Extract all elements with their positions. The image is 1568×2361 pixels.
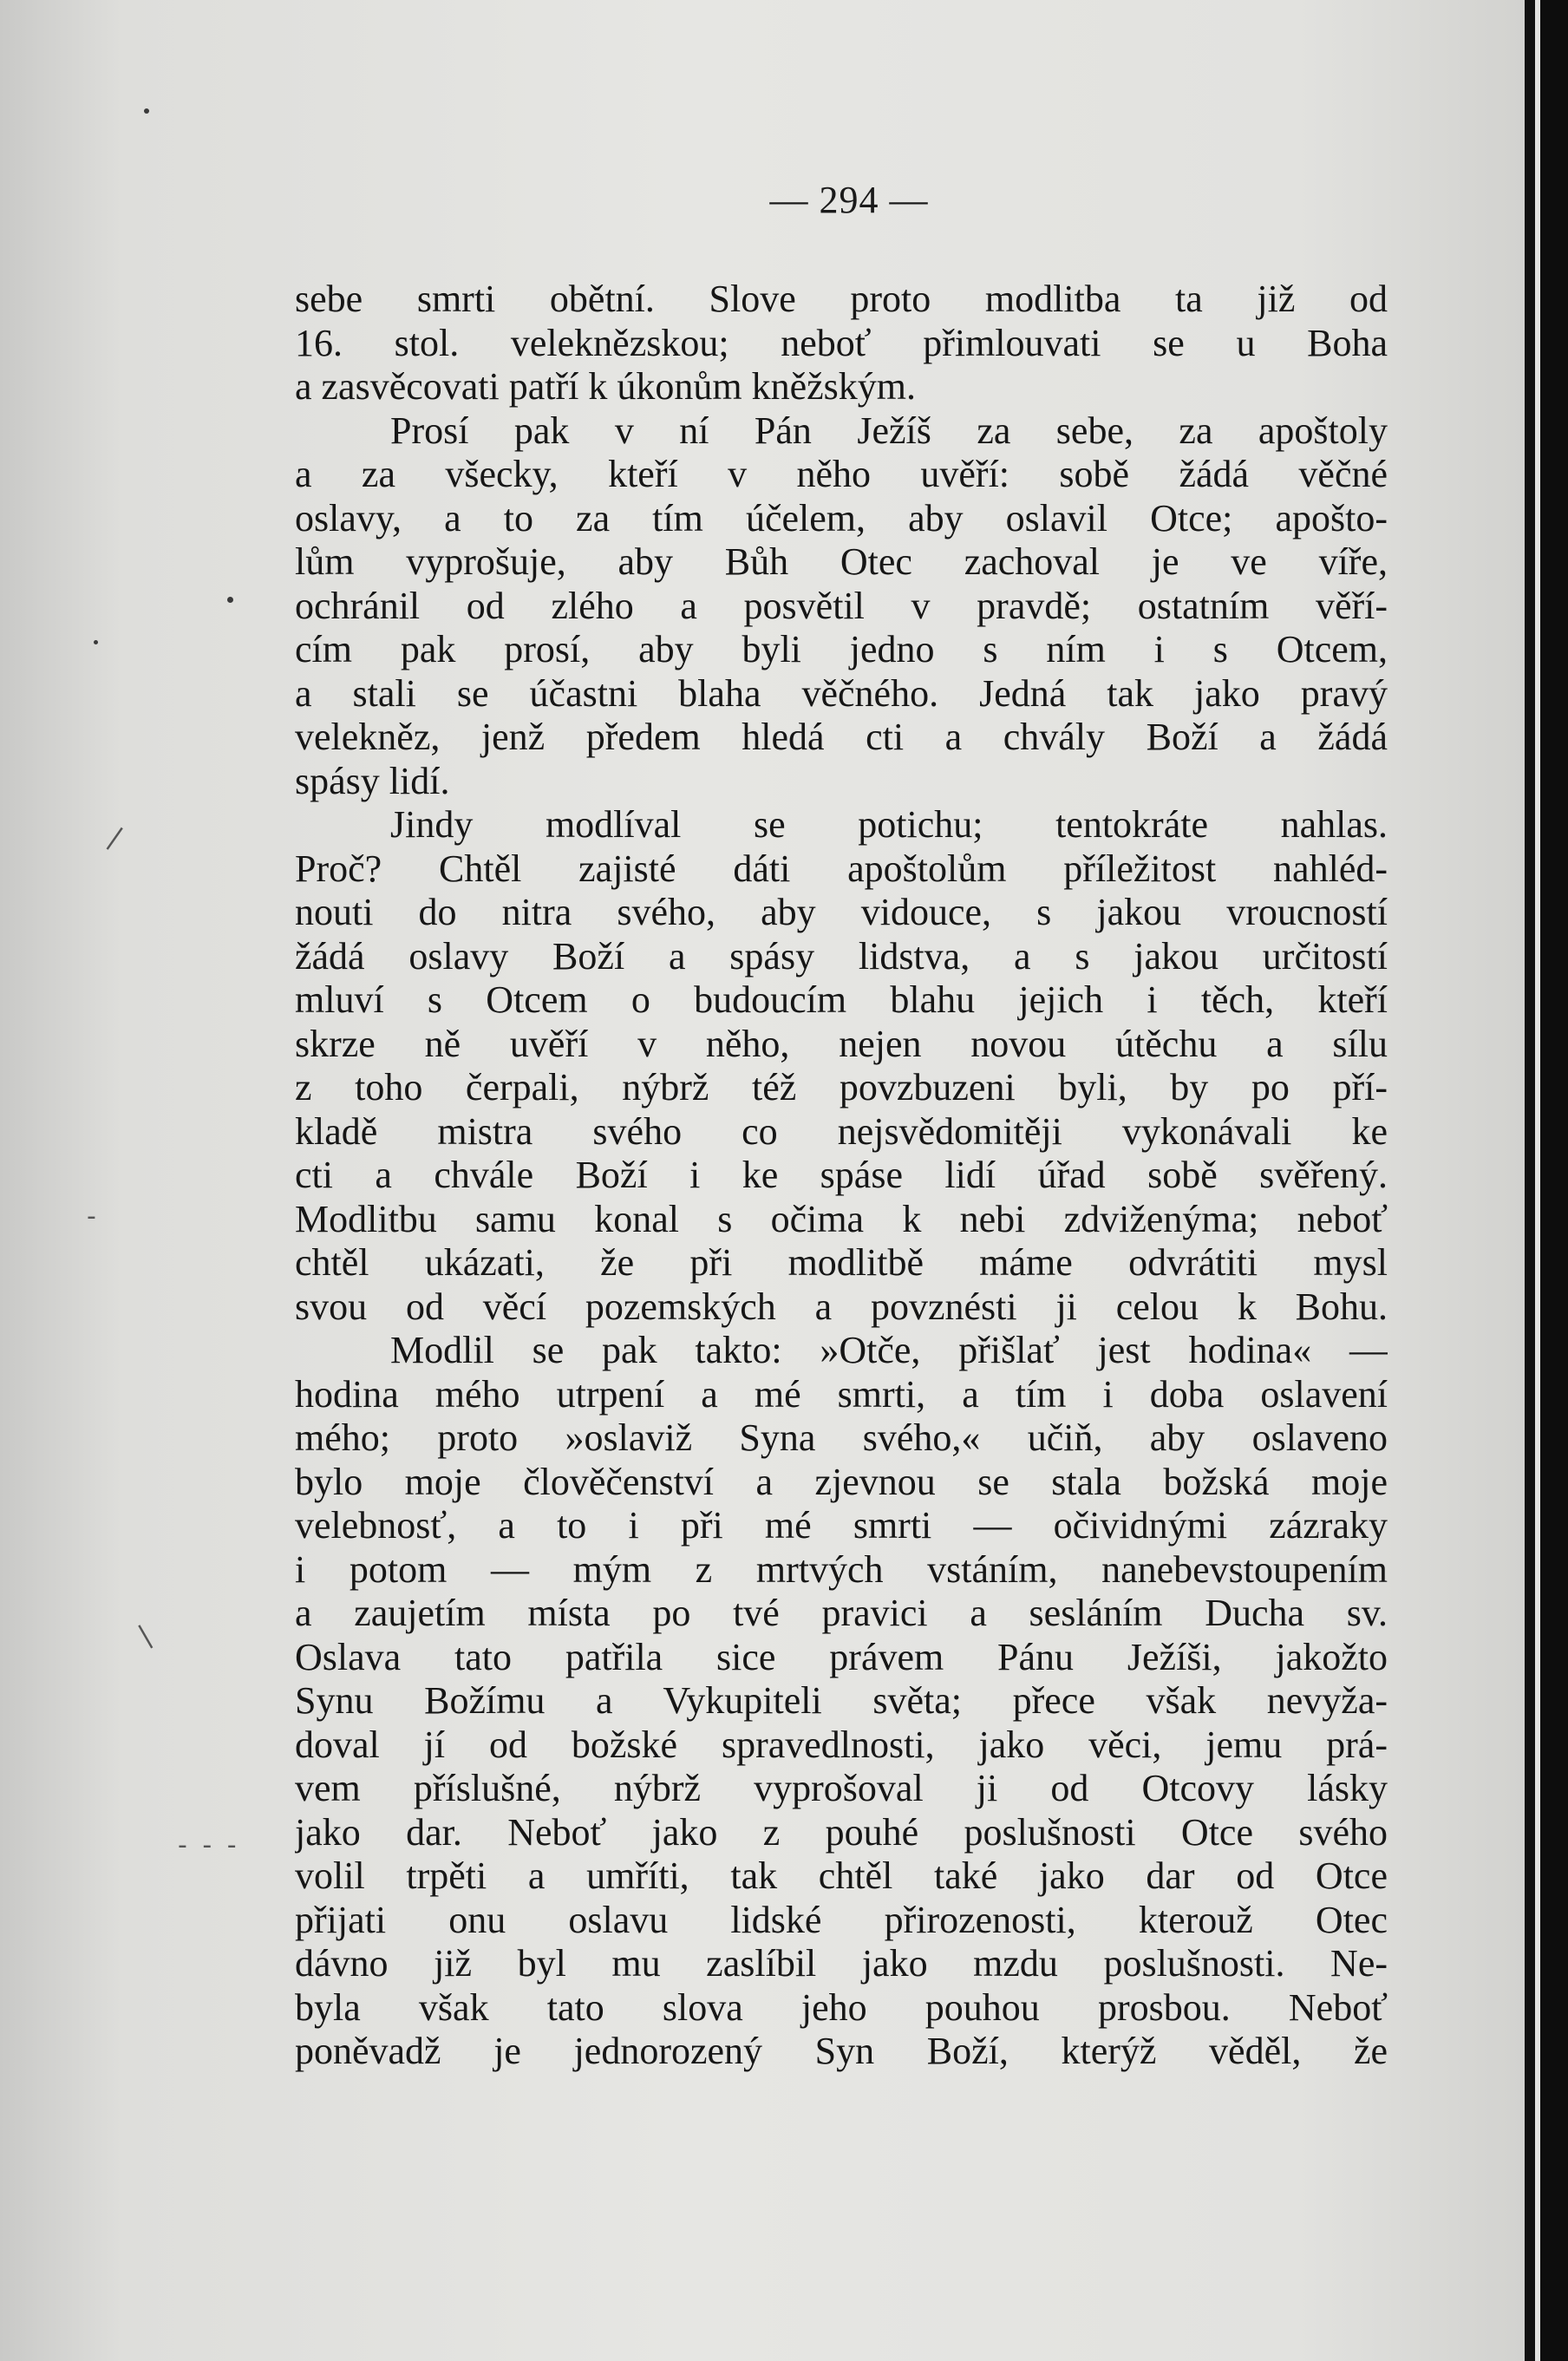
text-line: mého; proto »oslaviž Syna svého,« učiň, aby oslaveno xyxy=(295,1416,1388,1459)
text-line: Jindy modlíval se potichu; tentokráte nahlas. xyxy=(390,803,1388,846)
text-line: hodina mého utrpení a mé smrti, a tím i doba oslavení xyxy=(295,1372,1388,1416)
text-line: Oslava tato patřila sice právem Pánu Ježíši, jakožto xyxy=(295,1635,1388,1678)
text-line: kladě mistra svého co nejsvědomitěji vykonávali ke xyxy=(295,1109,1388,1153)
scan-speck xyxy=(144,108,149,114)
scan-tick-mark: | xyxy=(102,822,128,853)
text-line: poněvadž je jednorozený Syn Boží, kterýž věděl, že xyxy=(295,2030,1388,2072)
text-line: Proč? Chtěl zajisté dáti apoštolům příležitost nahléd- xyxy=(295,847,1388,890)
text-line: velebnosť, a to i při mé smrti — očividnými zázraky xyxy=(295,1504,1388,1547)
text-line: Prosí pak v ní Pán Ježíš za sebe, za apoštoly xyxy=(390,409,1388,452)
text-line: a zasvěcovati patří k úkonům kněžským. xyxy=(295,365,917,408)
text-line: doval jí od božské spravedlnosti, jako věci, jemu prá- xyxy=(295,1723,1388,1766)
text-line: Synu Božímu a Vykupiteli světa; přece však nevyža- xyxy=(295,1679,1388,1722)
text-line: sebe smrti obětní. Slove proto modlitba ta již od xyxy=(295,278,1388,320)
text-line: jako dar. Neboť jako z pouhé poslušnosti Otce svého xyxy=(295,1810,1388,1854)
scan-border xyxy=(1540,0,1568,2361)
scan-speck xyxy=(227,597,233,603)
text-line: oslavy, a to za tím účelem, aby oslavil Otce; apošto- xyxy=(295,496,1388,540)
body-text xyxy=(295,278,1388,2074)
text-line: Modlil se pak takto: »Otče, přišlať jest hodina« — xyxy=(390,1329,1388,1371)
text-line: nouti do nitra svého, aby vidouce, s jakou vroucností xyxy=(295,891,1388,933)
text-line: byla však tato slova jeho pouhou prosbou. Neboť xyxy=(295,1985,1388,2029)
scan-dash-mark: - - - xyxy=(178,1830,240,1861)
text-line: přijati onu oslavu lidské přirozenosti, kterouž Otec xyxy=(295,1898,1388,1941)
text-line: z toho čerpali, nýbrž též povzbuzeni byli, by po pří- xyxy=(295,1066,1388,1109)
text-line: a zaujetím místa po tvé pravici a sesláním Ducha sv. xyxy=(295,1592,1388,1634)
text-line: spásy lidí. xyxy=(295,759,450,802)
text-line: cti a chvále Boží i ke spáse lidí úřad sobě svěřený. xyxy=(295,1154,1388,1196)
text-line: ochránil od zlého a posvětil v pravdě; ostatním věří- xyxy=(295,584,1388,627)
text-line: i potom — mým z mrtvých vstáním, nanebevstoupením xyxy=(295,1547,1388,1591)
text-line: a za všecky, kteří v něho uvěří: sobě žádá věčné xyxy=(295,453,1388,495)
scan-tick-mark: | xyxy=(133,1619,157,1651)
text-line: skrze ně uvěří v něho, nejen novou útěchu a sílu xyxy=(295,1022,1388,1065)
text-line: žádá oslavy Boží a spásy lidstva, a s jakou určitostí xyxy=(295,934,1388,978)
text-line: velekněz, jenž předem hledá cti a chvály Boží a žádá xyxy=(295,716,1388,758)
page-number: — 294 — xyxy=(769,179,929,221)
text-line: Modlitbu samu konal s očima k nebi zdviženýma; neboť xyxy=(295,1197,1388,1240)
text-line: volil trpěti a umříti, tak chtěl také jako dar od Otce xyxy=(295,1854,1388,1897)
text-line: a stali se účastni blaha věčného. Jedná tak jako pravý xyxy=(295,671,1388,715)
text-line: bylo moje člověčenství a zjevnou se stala božská moje xyxy=(295,1460,1388,1503)
scan-dash-mark: - xyxy=(87,1201,96,1232)
text-line: cím pak prosí, aby byli jedno s ním i s Otcem, xyxy=(295,628,1388,670)
text-line: mluví s Otcem o budoucím blahu jejich i těch, kteří xyxy=(295,978,1388,1021)
text-line: vem příslušné, nýbrž vyprošoval ji od Otcovy lásky xyxy=(295,1767,1388,1809)
text-line: 16. stol. veleknězskou; neboť přimlouvati se u Boha xyxy=(295,321,1388,364)
text-line: chtěl ukázati, že při modlitbě máme odvrátiti mysl xyxy=(295,1241,1388,1284)
text-line: dávno již byl mu zaslíbil jako mzdu poslušnosti. Ne- xyxy=(295,1942,1388,1985)
text-line: lům vyprošuje, aby Bůh Otec zachoval je ve víře, xyxy=(295,540,1388,583)
text-line: svou od věcí pozemských a povznésti ji celou k Bohu. xyxy=(295,1285,1388,1328)
scan-speck xyxy=(94,640,98,644)
